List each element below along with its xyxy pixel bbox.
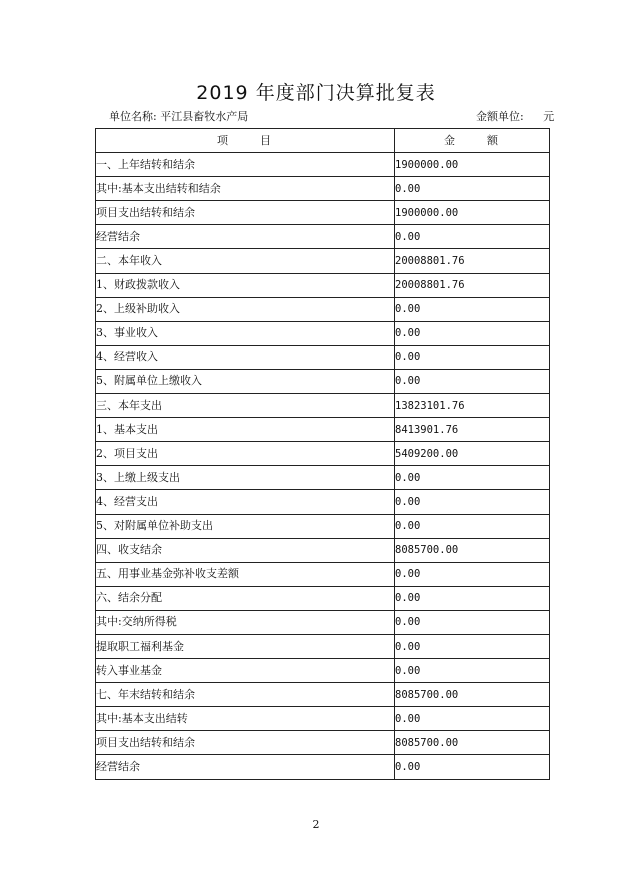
row-label: 三、本年支出	[96, 394, 395, 418]
row-label: 5、附属单位上缴收入	[96, 369, 395, 393]
row-label: 提取职工福利基金	[96, 634, 395, 658]
table-row	[96, 321, 550, 345]
row-label: 转入事业基金	[96, 659, 395, 683]
row-label: 其中:交纳所得税	[96, 610, 395, 634]
table-row	[96, 273, 550, 297]
row-label: 4、经营收入	[96, 345, 395, 369]
unit-info	[109, 108, 248, 124]
row-amount: 0.00	[395, 177, 550, 201]
row-amount: 0.00	[395, 634, 550, 658]
row-amount: 5409200.00	[395, 442, 550, 466]
currency-info	[476, 108, 554, 124]
row-label: 其中:基本支出结转	[96, 707, 395, 731]
table-row	[96, 683, 550, 707]
table-row	[96, 345, 550, 369]
row-amount: 20008801.76	[395, 249, 550, 273]
currency-unit: 元	[543, 110, 555, 123]
row-amount: 0.00	[395, 225, 550, 249]
row-amount: 8085700.00	[395, 683, 550, 707]
row-label: 经营结余	[96, 755, 395, 779]
table-row	[96, 466, 550, 490]
table-row	[96, 610, 550, 634]
row-label: 4、经营支出	[96, 490, 395, 514]
row-amount: 0.00	[395, 514, 550, 538]
table-row	[96, 586, 550, 610]
row-amount: 13823101.76	[395, 394, 550, 418]
row-label: 2、上级补助收入	[96, 297, 395, 321]
row-amount: 8413901.76	[395, 418, 550, 442]
row-label: 5、对附属单位补助支出	[96, 514, 395, 538]
table-body	[96, 153, 550, 779]
table-row	[96, 538, 550, 562]
row-amount: 8085700.00	[395, 731, 550, 755]
table-row	[96, 490, 550, 514]
row-amount: 0.00	[395, 466, 550, 490]
row-label: 项目支出结转和结余	[96, 201, 395, 225]
table-row	[96, 514, 550, 538]
row-label: 2、项目支出	[96, 442, 395, 466]
row-amount: 0.00	[395, 297, 550, 321]
row-label: 其中:基本支出结转和结余	[96, 177, 395, 201]
row-label: 七、年末结转和结余	[96, 683, 395, 707]
table-row	[96, 394, 550, 418]
table-row	[96, 201, 550, 225]
table-row	[96, 659, 550, 683]
unit-label: 单位名称:	[109, 110, 157, 123]
row-amount: 0.00	[395, 345, 550, 369]
table-row	[96, 562, 550, 586]
row-label: 经营结余	[96, 225, 395, 249]
page-title: 2019 年度部门决算批复表	[196, 82, 436, 104]
table-row	[96, 249, 550, 273]
header-amount: 金 额	[395, 129, 550, 153]
row-amount: 0.00	[395, 321, 550, 345]
row-label: 二、本年收入	[96, 249, 395, 273]
table-row	[96, 442, 550, 466]
budget-table	[95, 128, 550, 780]
table-row	[96, 177, 550, 201]
row-label: 3、上缴上级支出	[96, 466, 395, 490]
table-row	[96, 225, 550, 249]
row-label: 四、收支结余	[96, 538, 395, 562]
table-row	[96, 297, 550, 321]
row-amount: 1900000.00	[395, 153, 550, 177]
row-label: 3、事业收入	[96, 321, 395, 345]
table-header-row	[96, 129, 550, 153]
currency-label: 金额单位:	[476, 110, 524, 123]
row-amount: 0.00	[395, 562, 550, 586]
unit-name: 平江县畜牧水产局	[160, 110, 249, 123]
row-label: 项目支出结转和结余	[96, 731, 395, 755]
row-amount: 0.00	[395, 369, 550, 393]
table-row	[96, 755, 550, 779]
row-label: 五、用事业基金弥补收支差额	[96, 562, 395, 586]
table-row	[96, 153, 550, 177]
table-row	[96, 369, 550, 393]
row-label: 一、上年结转和结余	[96, 153, 395, 177]
row-amount: 0.00	[395, 707, 550, 731]
row-amount: 20008801.76	[395, 273, 550, 297]
row-label: 1、基本支出	[96, 418, 395, 442]
table-row	[96, 731, 550, 755]
row-amount: 0.00	[395, 586, 550, 610]
page-number: 2	[312, 818, 320, 831]
table-row	[96, 707, 550, 731]
row-amount: 0.00	[395, 755, 550, 779]
row-amount: 0.00	[395, 490, 550, 514]
row-amount: 8085700.00	[395, 538, 550, 562]
header-item: 项 目	[96, 129, 395, 153]
row-label: 六、结余分配	[96, 586, 395, 610]
row-label: 1、财政拨款收入	[96, 273, 395, 297]
table-row	[96, 634, 550, 658]
row-amount: 1900000.00	[395, 201, 550, 225]
row-amount: 0.00	[395, 659, 550, 683]
row-amount: 0.00	[395, 610, 550, 634]
table-row	[96, 418, 550, 442]
